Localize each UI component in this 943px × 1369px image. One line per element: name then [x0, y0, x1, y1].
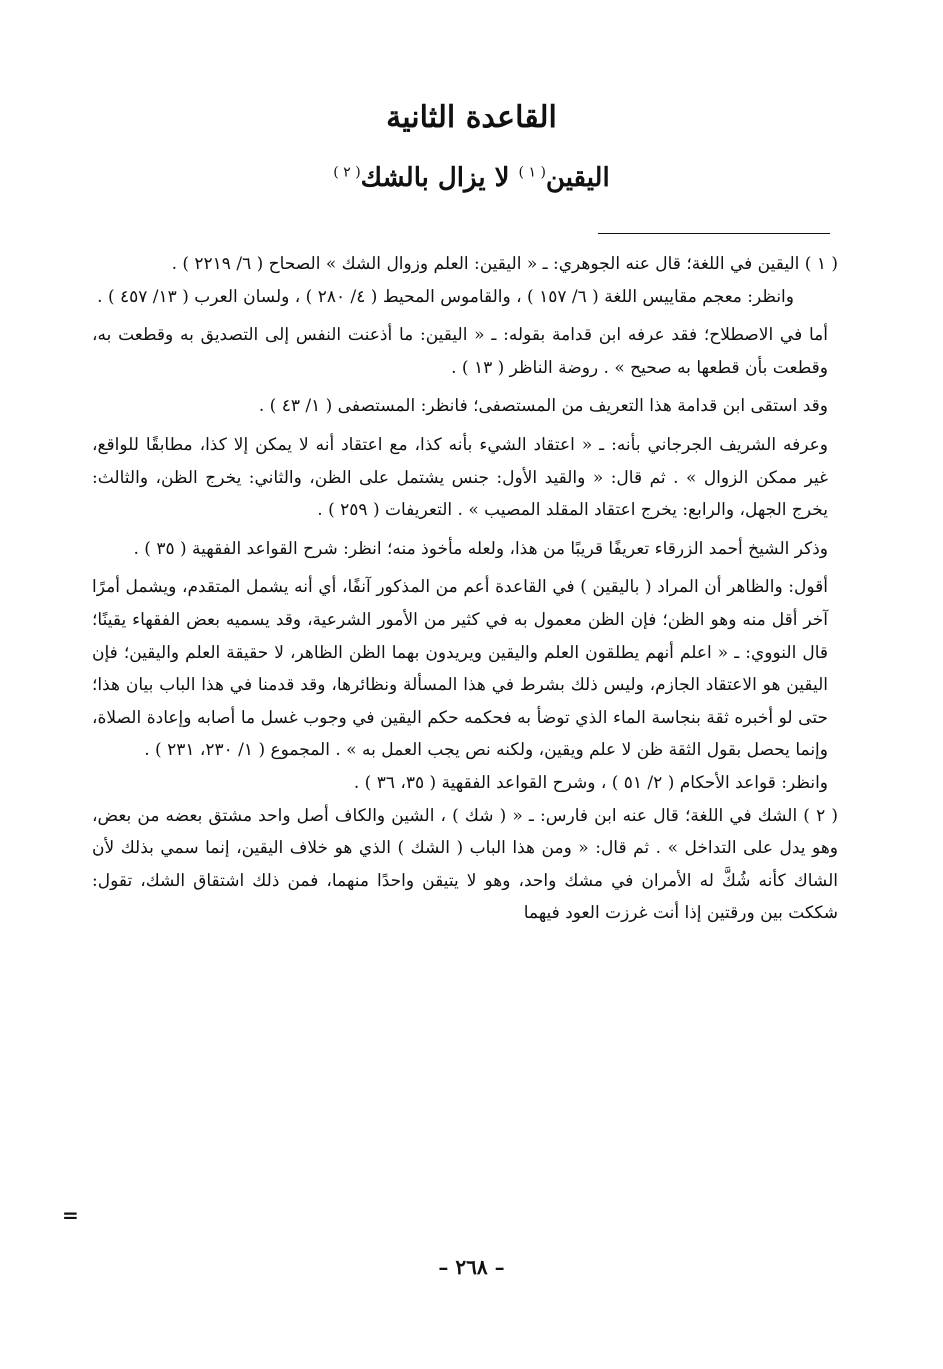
footnote-1-para-1: ( ١ ) اليقين في اللغة؛ قال عنه الجوهري: ـ « اليقين: العلم وزوال الشك » الصحاح ( ٦/ ٢٢١٩ ) .	[171, 254, 838, 274]
footnote-1-para-6: وذكر الشيخ أحمد الزرقاء تعريفًا قريبًا من هذا، ولعله مأخوذ منه؛ انظر: شرح القواعد الفقهية ( ٣٥ ) .	[133, 538, 828, 559]
subtitle-rest: لا يزال بالشك	[360, 163, 519, 193]
footnote-1-para-3: أما في الاصطلاح؛ فقد عرفه ابن قدامة بقوله: ـ « اليقين: ما أذعنت النفس إلى التصديق به وقطعت به، وقطعت بأن قطعها به صحيح » . روضة الناظر ( ١٣ ) .	[92, 325, 828, 378]
footnote-ref-1[interactable]: ( ١ )	[518, 164, 546, 181]
footnote-ref-2[interactable]: ( ٢ )	[333, 164, 361, 181]
footnote-separator	[598, 233, 830, 234]
continuation-mark: =	[62, 1203, 79, 1227]
footnote-1-para-4: وقد استقى ابن قدامة هذا التعريف من المستصفى؛ فانظر: المستصفى ( ١/ ٤٣ ) .	[258, 396, 828, 417]
rule-subtitle	[0, 163, 943, 193]
footnote-2-para-1: ( ٢ ) الشك في اللغة؛ قال عنه ابن فارس: ـ « ( شك ) ، الشين والكاف أصل واحد مشتق بعضه من بعض، وهو يدل على التداخل » . ثم قال: « ومن هذا الباب ( الشك ) الذي هو خلاف اليقين، إنما سمي بذلك لأن الشاك كأنه شُكَّ له الأمران في مشك واحد، وهو لا يتيقن واحدًا منهما، فمن ذلك اشتقاق الشك، تقول: شككت بين ورقتين إذا أنت غرزت العود فيهما	[92, 805, 838, 924]
footnote-1-para-7: أقول: والظاهر أن المراد ( باليقين ) في القاعدة أعم من المذكور آنفًا، أي أنه يشمل المتقدم، ويشمل أمرًا آخر أقل منه وهو الظن؛ فإن الظن معمول به في كثير من الأمور الشرعية، وقد يسميه بعض الفقهاء يقينًا؛ قال النووي: ـ « اعلم أنهم يطلقون العلم واليقين ويريدون بهما الظن الظاهر، لا حقيقة العلم واليقين؛ فإن اليقين هو الاعتقاد الجازم، وليس ذلك بشرط في هذا المسألة ونظائرها، وقد قدمنا في هذا الباب بيان هذا؛ حتى لو أخبره ثقة بنجاسة الماء الذي توضأ به فحكمه حكم اليقين في وجوب غسل ما أصابه وإعادة الصلاة، وإنما يحصل بقول الثقة ظن لا علم ويقين، ولكنه نص يجب العمل به » . المجموع ( ١/ ٢٣٠، ٢٣١ ) .	[92, 577, 828, 761]
footnote-1-para-8: وانظر: قواعد الأحكام ( ٢/ ٥١ ) ، وشرح القواعد الفقهية ( ٣٥، ٣٦ ) .	[353, 772, 828, 793]
page-number: – ٢٦٨ –	[438, 1255, 505, 1279]
footnotes	[92, 248, 838, 930]
chapter-title: القاعدة الثانية	[386, 100, 557, 135]
subtitle-main: اليقين	[545, 163, 610, 193]
footnote-1-para-5: وعرفه الشريف الجرجاني بأنه: ـ « اعتقاد الشيء بأنه كذا، مع اعتقاد أنه لا يمكن إلا كذا، مطابقًا للواقع، غير ممكن الزوال » . ثم قال: « والقيد الأول: جنس يشتمل على الظن، والثاني: يخرج الظن، والثالث: يخرج الجهل، والرابع: يخرج اعتقاد المقلد المصيب » . التعريفات ( ٢٥٩ ) .	[92, 434, 828, 521]
footnote-1-para-2: وانظر: معجم مقاييس اللغة ( ٦/ ١٥٧ ) ، والقاموس المحيط ( ٤/ ٢٨٠ ) ، ولسان العرب ( ١٣/ ٤٥٧ ) .	[97, 286, 794, 307]
